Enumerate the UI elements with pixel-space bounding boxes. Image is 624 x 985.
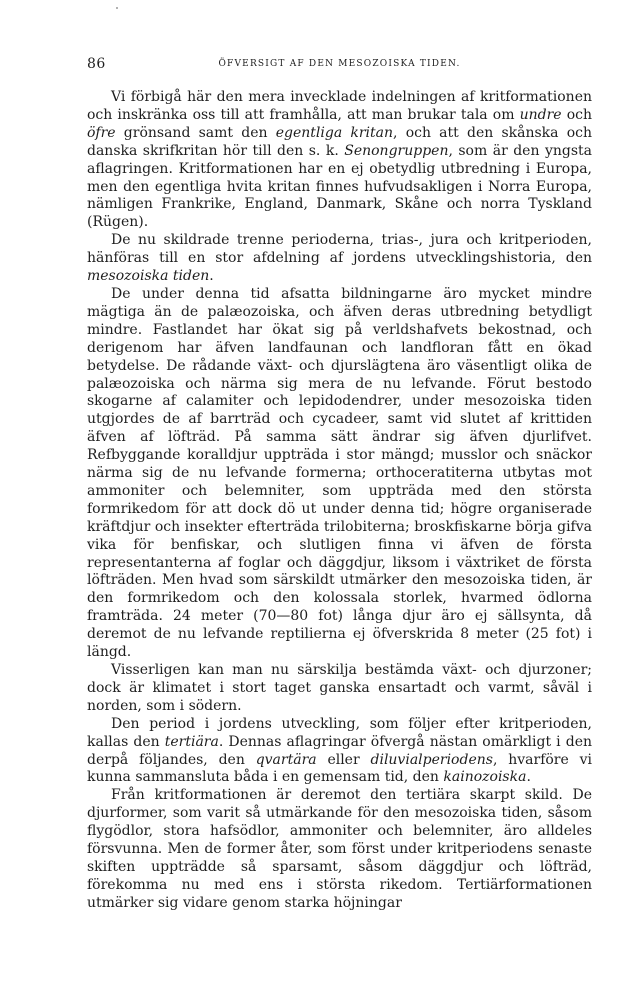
italic-term: tertiära: [164, 733, 219, 750]
paragraph: [87, 716, 592, 788]
paper-speck: [116, 7, 118, 9]
paragraph: [87, 232, 592, 286]
text-run: .: [526, 769, 531, 786]
page-number: 86: [87, 56, 106, 72]
italic-term: diluvialperiodens: [370, 751, 493, 768]
body-text: [87, 89, 592, 913]
text-run: . Dennas aflagringar öfvergå nästan omärkligt i den derpå följandes, den: [87, 733, 592, 768]
paragraph: [87, 286, 592, 662]
text-run: , som är den yngsta aflagringen. Kritformationen har en ej obetydlig utbredning i Europa, men den egentliga hvita kritan finnes hufvudsakligen i Norra Europa, nämligen Frankrike, England, Danmark, Skåne och norra Tyskland (Rügen).: [87, 142, 592, 231]
text-run: Visserligen kan man nu särskilja bestämda växt- och djurzoner; dock är klimatet i stort taget ganska ensartadt och varmt, såväl i norden, som i södern.: [87, 662, 592, 714]
text-run: De nu skildrade trenne perioderna, trias-, jura och kritperioden, hänföras till en stor afdelning af jordens utvecklingshistoria, den: [87, 232, 592, 267]
paragraph: [87, 89, 592, 232]
text-run: De under denna tid afsatta bildningarne äro mycket mindre mägtiga än de palæozoiska, och äfven deras utbredning betydligt mindre. Fastlandet har ökat sig på verldshafvets bekostnad, och derigenom har äfven landfaunan och landfloran fått en ökad betydelse. De rådande växt- och djurslägtena äro väsentligt olika de palæozoiska och närma sig mera de nu lefvande. Förut bestodo skogarne af calamiter och lepidodendrer, under mesozoiska tiden utgjordes de af barrträd och cycadeer, samt vid slutet af krittiden äfven af löfträd. På samma sätt ändrar sig äfven djurlifvet. Refbyggande koralldjur uppträda i stor mängd; musslor och snäckor närma sig de nu lefvande formerna; orthoceratiterna utbytas mot ammoniter och belemniter, som uppträda med den största formrikedom för att dock dö ut under denna tid; högre organiserade kräftdjur och insekter efterträda trilobiterna; broskfiskarne börja gifva vika för benfiskar, och slutligen finna vi äfven de första representanterna af foglar och däggdjur, liksom i växtriket de första löfträden. Men hvad som särskildt utmärker den mesozoiska tiden, är den formrikedom och den kolossala storlek, hvarmed ödlorna framträda. 24 meter (70—80 fot) långa djur äro ej sällsynta, då deremot de nu lefvande reptilierna ej öfverskrida 8 meter (25 fot) i längd.: [87, 285, 592, 661]
text-run: grönsand samt den: [115, 124, 276, 141]
text-run: Den period i jordens utveckling, som följer efter kritperioden, kallas den: [87, 715, 592, 750]
text-run: och: [561, 106, 592, 123]
italic-term: mesozoiska tiden: [87, 268, 210, 285]
paragraph: [87, 787, 592, 912]
page-header: [87, 56, 592, 76]
paragraph: [87, 662, 592, 716]
italic-term: öfre: [87, 124, 116, 141]
text-run: .: [209, 268, 214, 285]
text-run: eller: [316, 751, 371, 768]
text-run: , och att den skånska och danska skrifkritan hör till den s. k.: [87, 124, 593, 159]
running-title: ÖFVERSIGT AF DEN MESOZOISKA TIDEN.: [218, 59, 461, 69]
text-run: , hvarföre vi kunna sammansluta båda i en gemensam tid, den: [87, 751, 593, 786]
italic-term: Senongruppen: [344, 142, 449, 159]
italic-term: kainozoiska: [443, 769, 527, 786]
text-run: Från kritformationen är deremot den tertiära skarpt skild. De djurformer, som varit så utmärkande för den mesozoiska tiden, såsom flygödlor, stora hafsödlor, ammoniter och belemniter, äro alldeles försvunna. Men de former åter, som först under kritperiodens senaste skiften uppträdde så sparsamt, såsom däggdjur och löfträd, förekomma nu med ens i största rikedom. Tertiärformationen utmärker sig vidare genom starka höjningar: [87, 787, 592, 911]
italic-term: qvartära: [255, 751, 317, 768]
italic-term: egentliga kritan: [275, 124, 394, 141]
text-run: Vi förbigå här den mera invecklade indelningen af kritformationen och inskränka oss till att framhålla, att man brukar tala om: [87, 89, 592, 123]
italic-term: undre: [519, 106, 562, 123]
